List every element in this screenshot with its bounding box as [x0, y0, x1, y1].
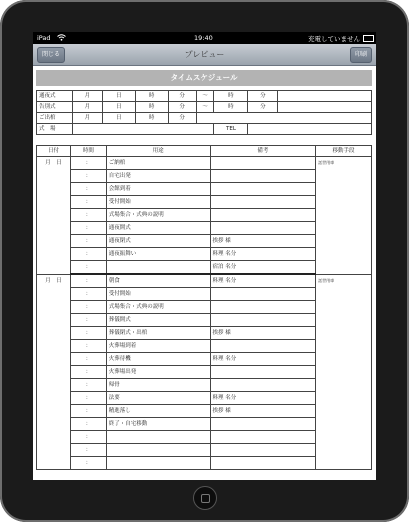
purpose-cell — [106, 261, 210, 275]
notes-cell — [210, 366, 316, 379]
purpose-cell: 式場集合・式典の説明 — [106, 209, 210, 222]
notes-cell — [210, 301, 316, 314]
schedule-row — [37, 157, 372, 170]
notes-cell: 挨拶 様 — [210, 235, 316, 248]
purpose-cell: 朝食 — [106, 274, 210, 288]
purpose-cell: 受付開始 — [106, 288, 210, 301]
notes-cell — [210, 222, 316, 235]
purpose-cell: 火葬待機 — [106, 353, 210, 366]
notes-cell — [210, 444, 316, 457]
battery-icon — [363, 35, 374, 42]
time-cell: ： — [70, 235, 106, 248]
time-cell: ： — [70, 457, 106, 470]
schedule-table — [36, 145, 372, 470]
nav-title: プレビュー — [184, 50, 225, 59]
home-square-icon — [201, 494, 210, 503]
info-label: ご出棺 — [37, 113, 73, 124]
notes-cell: 宿泊 名分 — [210, 261, 316, 275]
header-notes: 備考 — [210, 146, 316, 157]
document-title: タイムスケジュール — [36, 70, 372, 86]
notes-cell — [210, 157, 316, 170]
notes-cell — [210, 418, 316, 431]
purpose-cell: 火葬場出発 — [106, 366, 210, 379]
hour-unit: 時 — [214, 91, 248, 102]
time-cell: ： — [70, 157, 106, 170]
day-date: 月 日 — [37, 274, 71, 470]
notes-cell: 料理 名分 — [210, 353, 316, 366]
notes-cell: 料理 名分 — [210, 248, 316, 261]
time-cell: ： — [70, 248, 106, 261]
info-row — [37, 91, 372, 102]
time-cell: ： — [70, 209, 106, 222]
time-cell: ： — [70, 327, 106, 340]
purpose-cell: 自宅出発 — [106, 170, 210, 183]
time-cell: ： — [70, 261, 106, 275]
time-cell: ： — [70, 314, 106, 327]
purpose-cell: 終了・自宅移動 — [106, 418, 210, 431]
purpose-cell: 帰骨 — [106, 379, 210, 392]
purpose-cell: 受付開始 — [106, 196, 210, 209]
hour-unit: 時 — [214, 102, 248, 113]
time-cell: ： — [70, 353, 106, 366]
info-blank — [196, 113, 371, 124]
purpose-cell: 葬儀閉式・出棺 — [106, 327, 210, 340]
navigation-bar — [33, 44, 376, 66]
purpose-cell — [106, 431, 210, 444]
month-unit: 月 — [72, 91, 102, 102]
day-date: 月 日 — [37, 157, 71, 275]
day-unit: 日 — [102, 102, 135, 113]
purpose-cell: 式場集合・式典の説明 — [106, 301, 210, 314]
time-cell: ： — [70, 274, 106, 288]
print-button[interactable]: 印刷 — [350, 47, 372, 63]
info-label: 通夜式 — [37, 91, 73, 102]
purpose-cell: ご納棺 — [106, 157, 210, 170]
tel-label: TEL — [214, 124, 248, 135]
notes-cell: 挨拶 様 — [210, 405, 316, 418]
time-cell: ： — [70, 379, 106, 392]
time-cell: ： — [70, 431, 106, 444]
time-cell: ： — [70, 222, 106, 235]
purpose-cell: 精進落し — [106, 405, 210, 418]
time-cell: ： — [70, 418, 106, 431]
schedule-document — [33, 66, 376, 480]
time-cell: ： — [70, 170, 106, 183]
purpose-cell: 葬儀開式 — [106, 314, 210, 327]
purpose-cell: 会館到着 — [106, 183, 210, 196]
notes-cell: 挨拶 様 — [210, 327, 316, 340]
notes-cell — [210, 340, 316, 353]
purpose-cell: 通夜閉式 — [106, 235, 210, 248]
info-row — [37, 102, 372, 113]
hour-unit: 時 — [135, 91, 168, 102]
time-cell: ： — [70, 392, 106, 405]
month-unit: 月 — [72, 113, 102, 124]
hour-unit: 時 — [135, 102, 168, 113]
purpose-cell: 通夜振舞い — [106, 248, 210, 261]
wifi-icon — [57, 34, 66, 43]
notes-cell — [210, 314, 316, 327]
notes-cell — [210, 379, 316, 392]
minute-unit: 分 — [248, 102, 278, 113]
header-purpose: 用途 — [106, 146, 210, 157]
notes-cell: 料理 名分 — [210, 392, 316, 405]
purpose-cell: 通夜開式 — [106, 222, 210, 235]
schedule-header-row — [37, 146, 372, 157]
minute-unit: 分 — [248, 91, 278, 102]
purpose-cell — [106, 444, 210, 457]
purpose-cell: 法要 — [106, 392, 210, 405]
notes-cell: 料理 名分 — [210, 274, 316, 288]
notes-cell — [210, 170, 316, 183]
transport-cell: 話世用車 — [316, 157, 372, 275]
time-cell: ： — [70, 366, 106, 379]
close-button[interactable]: 閉じる — [37, 47, 65, 63]
home-button[interactable] — [193, 486, 217, 510]
purpose-cell — [106, 457, 210, 470]
time-cell: ： — [70, 405, 106, 418]
time-cell: ： — [70, 288, 106, 301]
time-cell: ： — [70, 183, 106, 196]
info-label: 告別式 — [37, 102, 73, 113]
time-cell: ： — [70, 444, 106, 457]
minute-unit: 分 — [168, 102, 196, 113]
notes-cell — [210, 183, 316, 196]
battery-status-text: 充電していません — [308, 35, 360, 43]
info-blank — [278, 91, 372, 102]
venue-blank — [72, 124, 214, 135]
schedule-row — [37, 274, 372, 288]
clock: 19:40 — [194, 34, 213, 42]
range-tilde: 〜 — [196, 91, 214, 102]
range-tilde: 〜 — [196, 102, 214, 113]
info-row — [37, 113, 372, 124]
header-time: 時間 — [70, 146, 106, 157]
status-bar — [33, 32, 376, 44]
day-unit: 日 — [102, 113, 135, 124]
header-transport: 移動手段 — [316, 146, 372, 157]
venue-row — [37, 124, 372, 135]
hour-unit: 時 — [135, 113, 168, 124]
minute-unit: 分 — [168, 113, 196, 124]
time-cell: ： — [70, 301, 106, 314]
notes-cell — [210, 288, 316, 301]
notes-cell — [210, 209, 316, 222]
purpose-cell: 火葬場到着 — [106, 340, 210, 353]
screen — [33, 32, 376, 480]
header-date: 日付 — [37, 146, 71, 157]
notes-cell — [210, 196, 316, 209]
minute-unit: 分 — [168, 91, 196, 102]
day-unit: 日 — [102, 91, 135, 102]
notes-cell — [210, 431, 316, 444]
event-info-table — [36, 90, 372, 135]
tel-blank — [248, 124, 372, 135]
carrier-label: iPad — [37, 34, 51, 42]
info-blank — [278, 102, 372, 113]
notes-cell — [210, 457, 316, 470]
venue-label: 式 場 — [37, 124, 73, 135]
month-unit: 月 — [72, 102, 102, 113]
transport-cell: 話世用車 — [316, 274, 372, 470]
time-cell: ： — [70, 340, 106, 353]
time-cell: ： — [70, 196, 106, 209]
